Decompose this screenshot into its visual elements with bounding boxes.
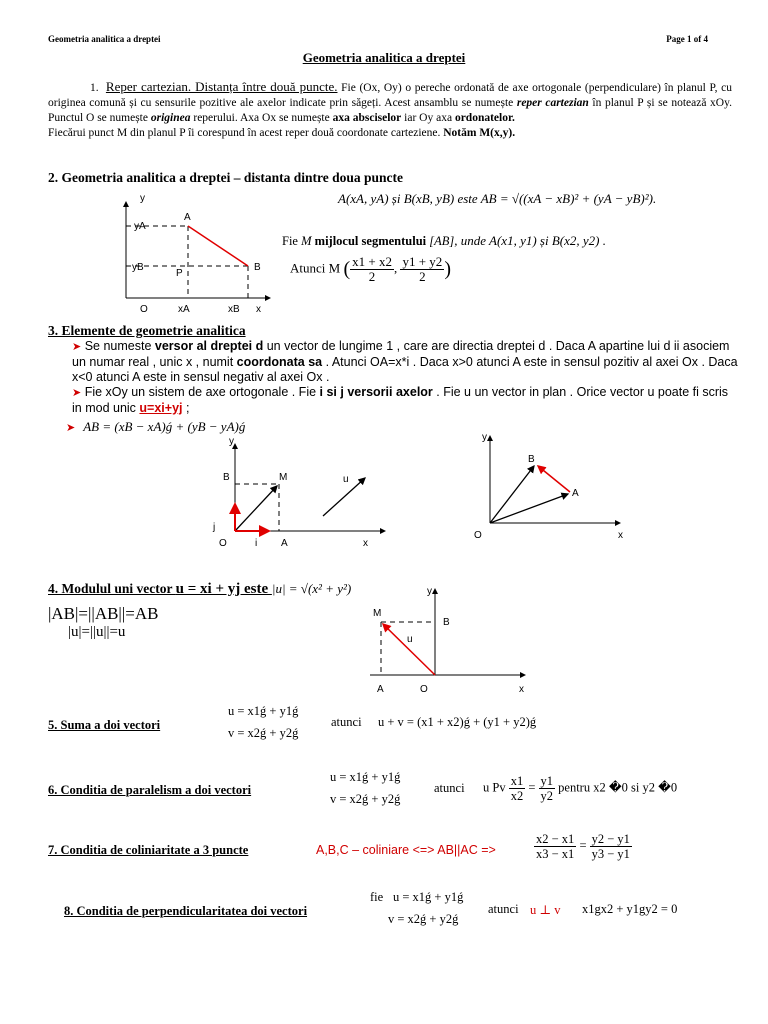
bullet-arrow-icon: ➤	[72, 387, 82, 399]
sec5-then: atunci	[331, 715, 362, 729]
sec3-bullet-1	[48, 339, 738, 385]
sec7-frac-y	[590, 832, 632, 861]
bullet-arrow-icon: ➤	[72, 341, 82, 353]
sec3-figure-left	[205, 436, 395, 551]
mid-points: , unde A(x1, y1) și B(x2, y2) .	[454, 233, 606, 248]
fx-den: x2	[510, 789, 524, 803]
b1-term2: coordonata sa	[236, 355, 323, 369]
frac-x	[350, 255, 394, 284]
sec4-vector: u = xi + yj este	[175, 581, 272, 597]
fy-num: y1	[540, 774, 554, 788]
b1-text: Se numeste	[81, 339, 155, 353]
label-u: u	[343, 474, 349, 485]
sec8-perp: u ⊥ v	[530, 903, 561, 917]
label-b: B	[528, 454, 535, 465]
label-xb: xB	[228, 304, 240, 315]
sec2-heading: 2. Geometria analitica a dreptei – distanta dintre doua puncte	[48, 170, 403, 185]
label-i: i	[255, 538, 258, 549]
sec8-eq1: u = x1ǵ + y1ǵ	[393, 890, 464, 904]
page-title: Geometria analitica a dreptei	[302, 50, 466, 65]
frac-y-den: 2	[419, 269, 426, 284]
label-b: B	[443, 617, 450, 628]
b1-text: un vector de lungime 1 , care are directia dreptei d . Daca A apartine lui d ii asociem un numar real , unic x , numit	[72, 339, 730, 369]
mid-text: Fie	[282, 234, 302, 248]
sec7-statement: A,B,C – coliniare <=> AB||AC =>	[316, 843, 496, 857]
paren-close: )	[444, 258, 451, 280]
label-m: M	[279, 472, 288, 483]
label-o: O	[474, 530, 482, 541]
label-ya: yA	[134, 221, 146, 232]
b2-text: Fie xOy un sistem de axe ortogonale . Fie	[81, 385, 320, 399]
sec1-text: în planul P și se notează xOy. Punctul O se numește	[48, 97, 732, 124]
sec2-midpoint-text	[282, 233, 606, 249]
b2-text: ;	[182, 401, 190, 415]
label-u: u	[407, 634, 413, 645]
sec7-formula: $\frac{x2 - x1}{x3 - x1}$ = $\frac{y2 - y1}{y3 - y1}$	[536, 832, 630, 861]
label-y: y	[427, 586, 432, 597]
sec6-frac-x	[509, 774, 526, 803]
sec6-condition: pentru x2 �0 si y2 �0	[558, 780, 678, 795]
sec8-then: atunci	[488, 902, 519, 916]
frac-x-num: x1 + x2	[352, 254, 392, 269]
vector-ab	[538, 466, 570, 492]
sec1-text: reperului. Axa Ox se numește	[190, 112, 333, 124]
sec5-result: u + v = (x1 + x2)ǵ + (y1 + y2)ǵ	[378, 715, 537, 729]
sec6-frac-y	[539, 774, 556, 803]
sec5-heading: 5. Suma a doi vectori	[48, 718, 161, 732]
sec1-text: Fie (Ox, Oy) o pereche ordonată de axe ortogonale (perpendiculare) în planul P, cu originea comună și cu sensurile pozitive ale axelor indicate prin săgeți. Acest ansamblu se numește	[48, 82, 732, 109]
sec1-text: iar Oy axa	[401, 112, 455, 124]
b2-formula: u=xi+yj	[139, 401, 183, 415]
label-b: B	[254, 262, 261, 273]
sec3-bullet-3	[66, 418, 245, 436]
label-yb: yB	[132, 262, 144, 273]
sec2-midpoint-formula: Atunci M ( $\frac{x1 + x2}{2}$ , $\frac{y1 + y2}{2}$ )	[290, 254, 451, 284]
sec8-heading: 8. Conditia de perpendicularitatea doi vectori	[64, 904, 308, 918]
label-m: M	[373, 608, 382, 619]
sec1-term-reper: reper cartezian	[516, 97, 589, 109]
label-y: y	[229, 436, 234, 447]
mid-m: M	[301, 234, 312, 248]
label-x: x	[363, 538, 368, 549]
mid-seg: [AB]	[429, 234, 455, 248]
sec3-figure-right	[470, 428, 640, 546]
sec6-eq2: v = x2ǵ + y2ǵ	[330, 792, 401, 806]
sec8-fie: fie	[370, 890, 384, 904]
f2-num: y2 − y1	[591, 832, 630, 846]
label-xa: xA	[178, 304, 190, 315]
label-o: O	[219, 538, 227, 549]
b3-formula: AB = (xB − xA)ǵ + (yB − yA)ǵ	[83, 419, 246, 434]
section-1	[48, 79, 732, 141]
sec5-eq2: v = x2ǵ + y2ǵ	[228, 726, 299, 740]
sec1-term-ordonate: ordonatelor.	[454, 112, 515, 124]
segment-ab	[188, 226, 248, 266]
label-y: y	[140, 193, 145, 204]
label-x: x	[256, 304, 261, 315]
label-a: A	[184, 212, 191, 223]
sec4-formula: |u| = √(x² + y²)	[271, 581, 352, 596]
label-o: O	[140, 304, 148, 315]
sec3-heading: 3. Elemente de geometrie analitica	[48, 323, 246, 338]
sec2-figure	[120, 192, 280, 320]
header-right: Page 1 of 4	[666, 34, 708, 44]
vector-om	[235, 486, 277, 531]
fy-den: y2	[540, 789, 554, 803]
b2-text: . Fie u un vector in plan . Orice vector u poate fi scris in mod unic	[72, 385, 729, 415]
f2-den: y3 − y1	[591, 847, 630, 861]
vector-u	[383, 624, 435, 675]
then-m: Atunci M	[290, 260, 341, 276]
sec1-term-abscise: axa absciselor	[332, 112, 402, 124]
sec4-figure	[365, 584, 535, 696]
sec1-num: 1.	[90, 82, 99, 94]
sec5-eq1: u = x1ǵ + y1ǵ	[228, 704, 299, 718]
label-o: O	[420, 684, 428, 695]
sec3-bullet-2	[48, 385, 738, 416]
label-a: A	[572, 488, 579, 499]
label-x: x	[618, 530, 623, 541]
sec4-heading: 4. Modulul uni vector	[48, 581, 176, 596]
label-x: x	[519, 684, 524, 695]
sec4-line1: |AB|=||AB||=AB	[48, 604, 159, 623]
frac-x-den: 2	[368, 269, 376, 284]
sec7-frac-x	[534, 832, 576, 861]
label-a: A	[377, 684, 384, 695]
label-j: j	[213, 522, 216, 533]
label-b: B	[223, 472, 230, 483]
fx-num: x1	[510, 774, 524, 788]
sec3-text	[48, 339, 738, 416]
f1-den: x3 − x1	[536, 847, 575, 861]
sec6-then: atunci	[434, 781, 465, 795]
sec1-heading: Reper cartezian. Distanța între două puncte.	[105, 79, 338, 94]
bullet-arrow-icon: ➤	[66, 422, 76, 434]
label-a: A	[281, 538, 288, 549]
b1-term: versor al dreptei d	[154, 339, 264, 353]
sec7-heading: 7. Conditia de coliniaritate a 3 puncte	[48, 843, 249, 857]
f1-num: x2 − x1	[536, 832, 575, 846]
header-left: Geometria analitica a dreptei	[48, 34, 161, 44]
sec8-eq2: v = x2ǵ + y2ǵ	[388, 912, 459, 926]
sec1-notation: Notăm M(x,y).	[443, 127, 516, 139]
sec4-line2: |u|=||u||=u	[68, 624, 126, 640]
sec2-distance-formula: A(xA, yA) și B(xB, yB) este AB = √((xA − xB)² + (yA − yB)²).	[338, 191, 657, 206]
frac-y-num: y1 + y2	[402, 254, 443, 269]
mid-text: mijlocul segmentului	[311, 234, 430, 248]
b2-term: i si j versorii axelor	[319, 385, 433, 399]
paren-open: (	[343, 258, 351, 280]
sec4-heading-line	[48, 580, 351, 598]
label-y: y	[482, 432, 487, 443]
sec6-parallel: u Pv	[483, 780, 506, 795]
sec8-result: x1gx2 + y1gy2 = 0	[582, 902, 678, 916]
sec1-line2: Fiecărui punct M din planul P îi corespund în acest reper două coordonate carteziene.	[48, 127, 444, 139]
label-p: P	[176, 268, 183, 279]
frac-y	[400, 255, 444, 284]
b1-text: . Atunci OA=x*i . Daca x>0 atunci A este in sensul pozitiv al axei Ox . Daca x<0 atunci A este in sensul negativ al axei Ox .	[72, 355, 738, 384]
sec6-heading: 6. Conditia de paralelism a doi vectori	[48, 783, 252, 797]
sec6-result: u Pv $\frac{x1}{x2}$ = $\frac{y1}{y2}$ pentru x2 �0 si y2 �0	[483, 774, 678, 803]
sec6-eq1: u = x1ǵ + y1ǵ	[330, 770, 401, 784]
sec1-term-origin: originea	[150, 112, 191, 124]
